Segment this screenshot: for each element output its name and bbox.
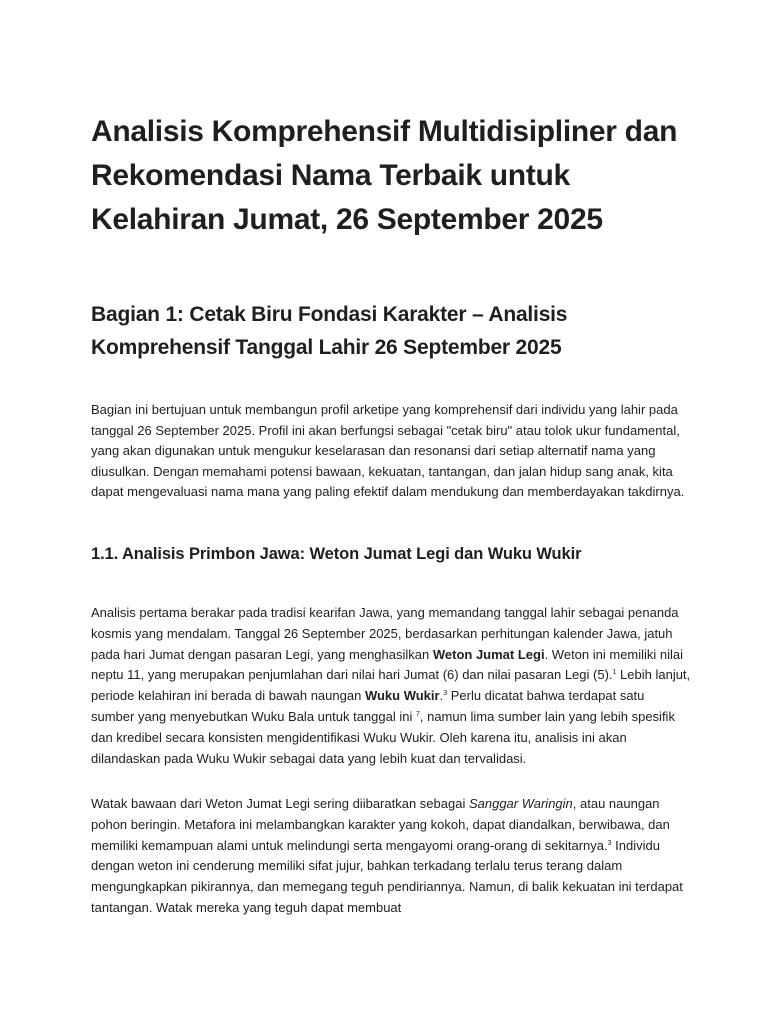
text-run: , namun lima sumber lain yang lebih spesifik dan kredibel secara konsisten mengidentifikasi Wuku Wukir. Oleh karena itu, analisis ini akan dilandaskan pada Wuku Wukir sebagai data yang lebih kuat dan tervalidasi. (91, 708, 675, 766)
text-run: Analisis pertama berakar pada tradisi kearifan Jawa, yang memandang tanggal lahir sebagai penanda kosmis yang mendalam. Tanggal 26 September 2025, berdasarkan perhitungan kalender Jawa, jatuh pada hari Jumat dengan pasaran Legi, yang menghasilkan (91, 605, 679, 662)
body-paragraph (91, 603, 691, 769)
document-title: Analisis Komprehensif Multidisipliner dan Rekomendasi Nama Terbaik untuk Kelahiran Jumat, 26 September 2025 (91, 115, 678, 236)
subsection-heading: 1.1. Analisis Primbon Jawa: Weton Jumat Legi dan Wuku Wukir (91, 545, 582, 563)
section-heading: Bagian 1: Cetak Biru Fondasi Karakter – Analisis Komprehensif Tanggal Lahir 26 September 2025 (91, 303, 568, 359)
text-run: Watak bawaan dari Weton Jumat Legi sering diibaratkan sebagai (91, 796, 469, 811)
text-run: . Weton ini memiliki nilai neptu 11, yang merupakan penjumlahan dari nilai hari Jumat (6) dan nilai pasaran Legi (5). (91, 646, 684, 683)
text-run: Lebih lanjut, periode kelahiran ini berada di bawah naungan (91, 667, 691, 704)
bold-term-weton: Weton Jumat Legi (432, 646, 545, 662)
footnote-ref[interactable]: 1 (612, 669, 617, 677)
italic-term: Sanggar Waringin (468, 796, 573, 811)
section-intro-paragraph: Bagian ini bertujuan untuk membangun profil arketipe yang komprehensif dari individu yang lahir pada tanggal 26 September 2025. Profil ini akan berfungsi sebagai "cetak biru" atau tolok ukur fundamental, yang akan digunakan untuk mengukur keselarasan dan resonansi dari setiap alternatif nama yang diusulkan. Dengan memahami potensi bawaan, kekuatan, tantangan, dan jalan hidup sang anak, kita dapat mengevaluasi nama mana yang paling efektif dalam mendukung dan memberdayakan takdirnya. (91, 402, 685, 500)
text-run: Individu dengan weton ini cenderung memiliki sifat jujur, bahkan terkadang terlalu terus terang dalam mengungkapkan pikirannya, dan memegang teguh pendiriannya. Namun, di balik kekuatan ini terdapat tantangan. Watak mereka yang teguh dapat membuat (91, 837, 683, 915)
footnote-ref[interactable]: 3 (607, 839, 612, 847)
text-run: . (439, 688, 444, 704)
text-run: , atau naungan pohon beringin. Metafora ini melambangkan karakter yang kokoh, dapat diandalkan, berwibawa, dan memiliki kemampuan alami untuk melindungi serta mengayomi orang-orang di sekitarnya. (91, 796, 670, 853)
footnote-ref[interactable]: 7 (415, 710, 420, 718)
text-run: Perlu dicatat bahwa terdapat satu sumber yang menyebutkan Wuku Bala untuk tanggal ini (91, 688, 645, 724)
body-paragraph (91, 794, 691, 919)
footnote-ref[interactable]: 3 (443, 690, 448, 698)
bold-term-wuku: Wuku Wukir (364, 688, 440, 704)
